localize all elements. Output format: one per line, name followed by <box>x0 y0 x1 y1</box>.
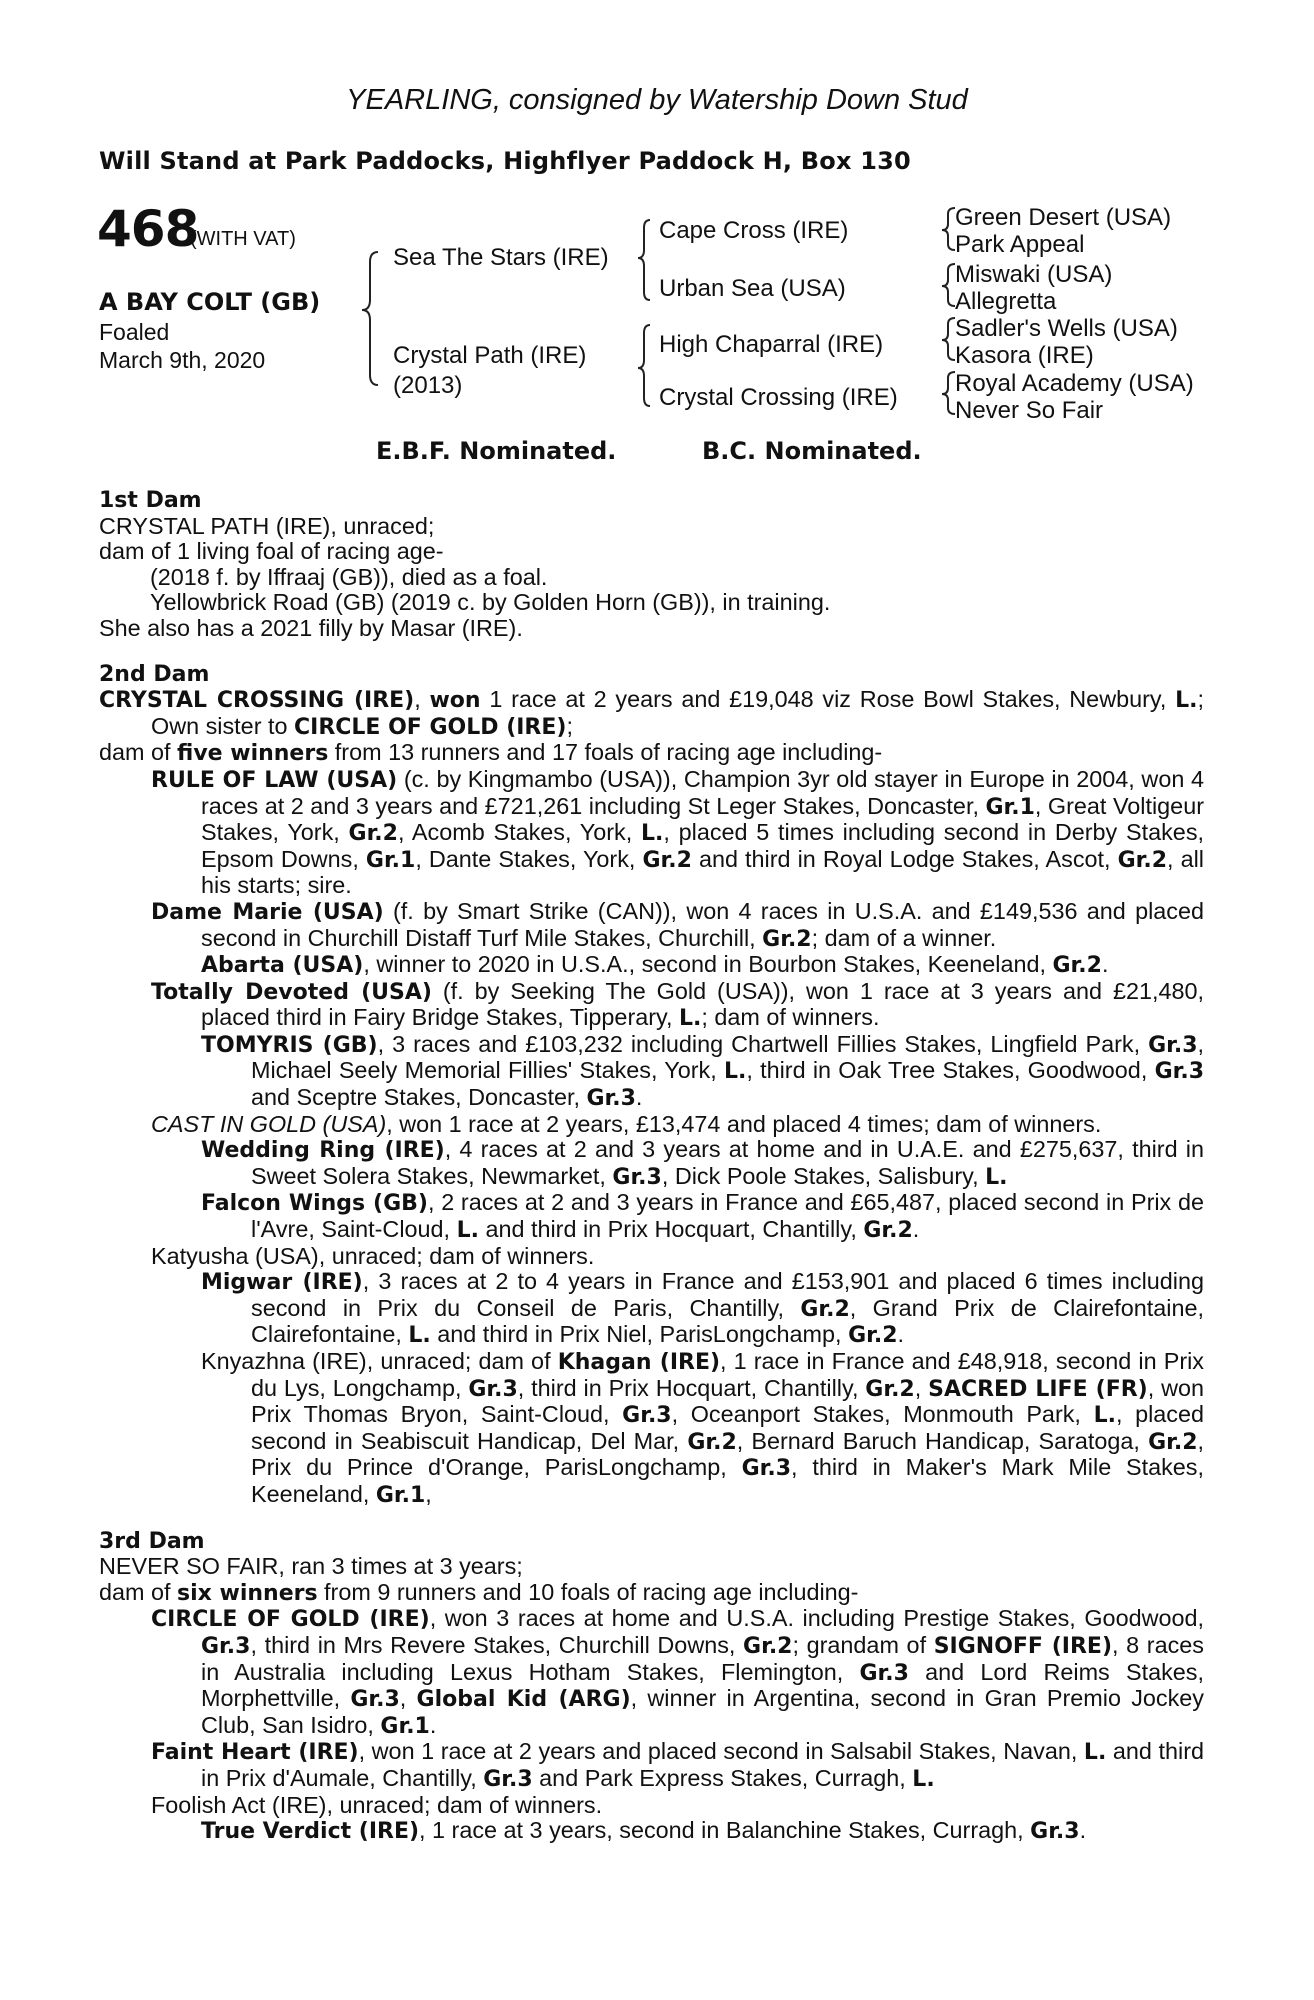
horse-description: A BAY COLT (GB) <box>99 288 321 316</box>
grandproduce-entry: True Verdict (IRE), 1 race at 3 years, second in Balanchine Stakes, Curragh, Gr.3. <box>201 1817 1087 1845</box>
grandproduce-entry: Migwar (IRE), 3 races at 2 to 4 years in France and £153,901 and placed 6 times including second in Prix du Conseil de Paris, Chantilly, Gr.2, Grand Prix de Clairefontaine, Clairefontaine, L. and third in Prix Niel, ParisLongchamp, Gr.2. <box>201 1268 1205 1349</box>
dam-dam: Crystal Crossing (IRE) <box>659 384 898 411</box>
vat-note: (WITH VAT) <box>190 228 296 250</box>
grandproduce-entry: Wedding Ring (IRE), 4 races at 2 and 3 years at home and in U.A.E. and £275,637, third in Sweet Solera Stakes, Newmarket, Gr.3, Dick Poole Stakes, Salisbury, L. <box>201 1136 1204 1190</box>
ggs-2: Miswaki (USA) <box>955 261 1113 288</box>
ggd-2: Allegretta <box>955 288 1057 315</box>
produce-entry: Totally Devoted (USA) (f. by Seeking The Gold (USA)), won 1 race at 3 years and £21,480, placed third in Fairy Bridge Stakes, Tipperary, L.; dam of winners. <box>151 977 1204 1032</box>
ebf-nomination: E.B.F. Nominated. <box>376 437 617 465</box>
brace-g2 <box>942 264 955 306</box>
brace-main <box>362 252 378 385</box>
ggs-1: Green Desert (USA) <box>955 204 1172 231</box>
brace-dam <box>638 325 650 406</box>
third-dam-line: NEVER SO FAIR, ran 3 times at 3 years; <box>99 1553 523 1580</box>
produce-entry: Foolish Act (IRE), unraced; dam of winners. <box>151 1791 603 1818</box>
produce-entry: Faint Heart (IRE), won 1 race at 2 years and placed second in Salsabil Stakes, Navan, L. and third in Prix d'Aumale, Chantilly, Gr.3 and Park Express Stakes, Curragh, L. <box>151 1738 1204 1792</box>
grandproduce-entry: Falcon Wings (GB), 2 races at 2 and 3 years in France and £65,487, placed second in Prix de l'Avre, Saint-Cloud, L. and third in Prix Hocquart, Chantilly, Gr.2. <box>201 1189 1204 1244</box>
ggd-4: Never So Fair <box>955 397 1104 424</box>
first-dam-heading: 1st Dam <box>99 488 202 513</box>
third-dam-produce: dam of six winners from 9 runners and 10 foals of racing age including- <box>99 1578 859 1606</box>
dam: Crystal Path (IRE) <box>393 342 587 369</box>
page-title: YEARLING, consigned by Watership Down Stud <box>346 84 968 116</box>
second-dam-heading: 2nd Dam <box>99 661 210 687</box>
produce-entry: RULE OF LAW (USA) (c. by Kingmambo (USA)), Champion 3yr old stayer in Europe in 2004, won 4 races at 2 and 3 years and £721,261 including St Leger Stakes, Doncaster, Gr.1, Great Voltigeur Stakes, York, Gr.2, Acomb Stakes, York, L., placed 5 times including second in Derby Stakes, Epsom Downs, Gr.1, Dante Stakes, York, Gr.2 and third in Royal Lodge Stakes, Ascot, Gr.2, all his starts; sire. <box>151 765 1205 899</box>
first-dam-foal: Yellowbrick Road (GB) (2019 c. by Golden Horn (GB)), in training. <box>150 589 831 616</box>
grandproduce-entry: TOMYRIS (GB), 3 races and £103,232 including Chartwell Fillies Stakes, Lingfield Park, Gr.3, Michael Seely Memorial Fillies' Stakes, York, L., third in Oak Tree Stakes, Goodwood, Gr.3 and Sceptre Stakes, Doncaster, Gr.3. <box>201 1030 1204 1112</box>
sire: Sea The Stars (IRE) <box>393 244 609 271</box>
second-dam-produce: dam of five winners from 13 runners and 17 foals of racing age including- <box>99 739 883 767</box>
lot-number: 468 <box>97 200 199 258</box>
first-dam-foal: (2018 f. by Iffraaj (GB)), died as a foal. <box>150 563 548 590</box>
grandproduce-entry: Abarta (USA), winner to 2020 in U.S.A., second in Bourbon Stakes, Keeneland, Gr.2. <box>201 951 1109 979</box>
ggd-1: Park Appeal <box>955 231 1085 258</box>
catalogue-body <box>99 488 1204 1845</box>
first-dam-line: She also has a 2021 filly by Masar (IRE). <box>99 614 523 641</box>
second-dam-entry: CRYSTAL CROSSING (IRE), won 1 race at 2 years and £19,048 viz Rose Bowl Stakes, Newbury, L.; Own sister to CIRCLE OF GOLD (IRE); <box>99 686 1204 740</box>
brace-g1 <box>942 208 955 250</box>
brace-g4 <box>942 372 955 414</box>
ggs-3: Sadler's Wells (USA) <box>955 315 1178 342</box>
dam-year: (2013) <box>393 372 463 399</box>
grandproduce-entry: Knyazhna (IRE), unraced; dam of Khagan (IRE), 1 race in France and £48,918, second in Prix du Lys, Longchamp, Gr.3, third in Prix Hocquart, Chantilly, Gr.2, SACRED LIFE (FR), won Prix Thomas Bryon, Saint-Cloud, Gr.3, Oceanport Stakes, Monmouth Park, L., placed second in Seabiscuit Handicap, Del Mar, Gr.2, Bernard Baruch Handicap, Saratoga, Gr.2, Prix du Prince d'Orange, ParisLongchamp, Gr.3, third in Maker's Mark Mile Stakes, Keeneland, Gr.1, <box>201 1348 1205 1508</box>
produce-entry: Dame Marie (USA) (f. by Smart Strike (CAN)), won 4 races in U.S.A. and £149,536 and placed second in Churchill Distaff Turf Mile Stakes, Churchill, Gr.2; dam of a winner. <box>151 897 1204 952</box>
produce-entry: CIRCLE OF GOLD (IRE), won 3 races at home and U.S.A. including Prestige Stakes, Goodwood, Gr.3, third in Mrs Revere Stakes, Churchill Downs, Gr.2; grandam of SIGNOFF (IRE), 8 races in Australia including Lexus Hotham Stakes, Flemington, Gr.3 and Lord Reims Stakes, Morphettville, Gr.3, Global Kid (ARG), winner in Argentina, second in Gran Premio Jockey Club, San Isidro, Gr.1. <box>151 1605 1205 1739</box>
ggs-4: Royal Academy (USA) <box>955 370 1194 397</box>
bc-nomination: B.C. Nominated. <box>702 437 922 465</box>
first-dam-line: dam of 1 living foal of racing age- <box>99 538 444 565</box>
foaled-label: Foaled <box>99 319 170 345</box>
brace-g3 <box>942 318 955 360</box>
dam-sire: High Chaparral (IRE) <box>659 331 884 358</box>
sire-sire: Cape Cross (IRE) <box>659 217 849 244</box>
produce-entry: Katyusha (USA), unraced; dam of winners. <box>151 1242 595 1269</box>
produce-entry: CAST IN GOLD (USA), won 1 race at 2 years, £13,474 and placed 4 times; dam of winners. <box>151 1110 1102 1137</box>
first-dam-line: CRYSTAL PATH (IRE), unraced; <box>99 512 435 539</box>
brace-sire <box>638 220 650 300</box>
stand-location: Will Stand at Park Paddocks, Highflyer Paddock H, Box 130 <box>99 147 911 175</box>
third-dam-heading: 3rd Dam <box>99 1528 205 1554</box>
ggd-3: Kasora (IRE) <box>955 342 1094 369</box>
sire-dam: Urban Sea (USA) <box>659 275 846 302</box>
foaled-date: March 9th, 2020 <box>99 347 266 373</box>
